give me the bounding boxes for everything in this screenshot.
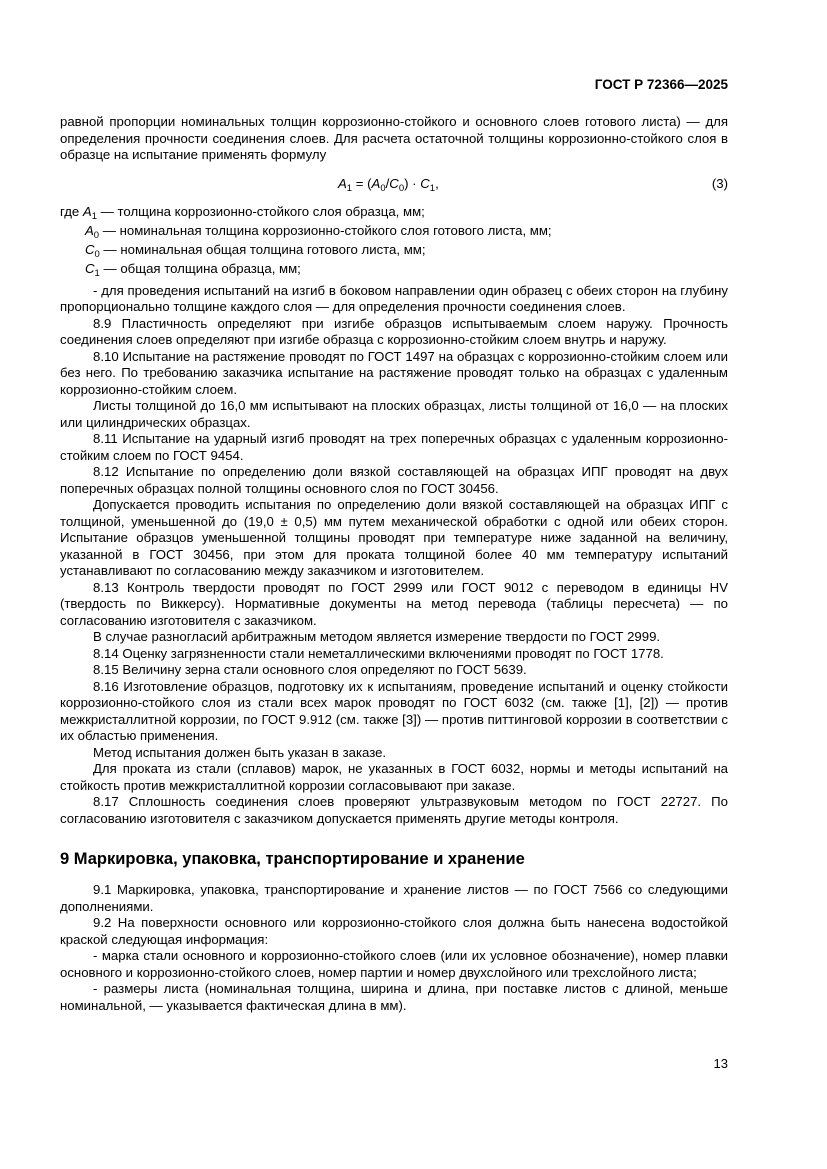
- paragraph-8-12: 8.12 Испытание по определению доли вязкой составляющей на образцах ИПГ проводят на двух поперечных образцах полной толщины основного слоя по ГОСТ 30456.: [60, 464, 728, 496]
- paragraph-8-13: 8.13 Контроль твердости проводят по ГОСТ 2999 или ГОСТ 9012 с переводом в единицы HV (твердость по Виккерсу). Нормативные документы на метод перевода (таблицы пересчета) — по согласованию изготовителя с заказчиком.: [60, 579, 728, 628]
- intro-paragraph: равной пропорции номинальных толщин коррозионно-стойкого и основного слоев готового листа) — для определения прочности соединения слоев. Для расчета остаточной толщины коррозионно-стойкого слоя в образце на испытание применять формулу: [60, 114, 728, 162]
- paragraph-8-16: 8.16 Изготовление образцов, подготовку их к испытаниям, проведение испытаний и оценку стойкости коррозионно-стойкого слоя из стали всех марок проводят по ГОСТ 6032 (см. также [1], [2]) — против межкристаллитной коррозии, по ГОСТ 9.912 (см. также [3]) — против питтинговой коррозии в соответствии с их областью применения.: [60, 678, 728, 743]
- section-9-heading: 9 Маркировка, упаковка, транспортирование и хранение: [60, 850, 525, 868]
- variable-definitions: [60, 202, 728, 278]
- paragraph-8-17: 8.17 Сплошность соединения слоев проверяют ультразвуковым методом по ГОСТ 22727. По согласованию изготовителя с заказчиком допускается применять другие методы контроля.: [60, 794, 728, 826]
- paragraph-8-16-method: Метод испытания должен быть указан в заказе.: [93, 744, 387, 760]
- page-body: [60, 114, 728, 1014]
- where-prefix: где: [60, 203, 83, 219]
- paragraph-8-9: 8.9 Пластичность определяют при изгибе образцов испытываемым слоем наружу. Прочность соединения слоев определяют при изгибе образца с коррозионно-стойким слоем внутрь и наружу.: [60, 315, 728, 347]
- definition-row: $A_0$ — номинальная толщина коррозионно-стойкого слоя готового листа, мм;: [85, 222, 552, 241]
- paragraph-9-2-dimensions: - размеры листа (номинальная толщина, ширина и длина, при поставке листов с длиной, меньше номинальной, — указывается фактическая длина в мм).: [60, 981, 728, 1013]
- paragraph-8-15: 8.15 Величину зерна стали основного слоя определяют по ГОСТ 5639.: [93, 662, 527, 677]
- formula-number: (3): [711, 175, 728, 191]
- paragraph-8-14: 8.14 Оценку загрязненности стали неметаллическими включениями проводят по ГОСТ 1778.: [93, 645, 664, 661]
- page-number: 13: [713, 1056, 728, 1071]
- paragraph-8-12-allowed: Допускается проводить испытания по определению доли вязкой составляющей на образцах ИПГ с толщиной, уменьшенной до (19,0 ± 0,5) мм путем механической обработки с одной или обеих сторон. Испытание образцов уменьшенной толщины проводят при температуре ниже заданной на величину, указанной в ГОСТ 30456, при этом для проката толщиной более 40 мм температуру испытаний устанавливают по согласованию между заказчиком и изготовителем.: [60, 497, 728, 578]
- paragraph-8-11: 8.11 Испытание на ударный изгиб проводят на трех поперечных образцах с удаленным коррозионно-стойким слоем по ГОСТ 9454.: [60, 431, 728, 463]
- paragraph-9-2-grade: - марка стали основного и коррозионно-стойкого слоев (или их условное обозначение), номер плавки основного и коррозионно-стойкого слоев, номер партии и номер двухслойного или трехслойного листа;: [60, 948, 728, 980]
- formula-3: [60, 170, 728, 198]
- paragraph-8-10: 8.10 Испытание на растяжение проводят по ГОСТ 1497 на образцах с коррозионно-стойким слоем или без него. По требованию заказчика испытание на растяжение проводят только на образцах с удаленным коррозионно-стойким слоем.: [60, 348, 728, 397]
- paragraph-8-16-other-grades: Для проката из стали (сплавов) марок, не указанных в ГОСТ 6032, нормы и методы испытаний на стойкость против межкристаллитной коррозии согласовывают при заказе.: [60, 761, 728, 793]
- paragraph-8-13-arbitrage: В случае разногласий арбитражным методом является измерение твердости по ГОСТ 2999.: [93, 629, 661, 644]
- definition-row: $C_1$ — общая толщина образца, мм;: [85, 260, 301, 279]
- definition-row: где $A_1$ — толщина коррозионно-стойкого слоя образца, мм;: [60, 203, 425, 222]
- definition-row: $C_0$ — номинальная общая толщина готового листа, мм;: [85, 241, 426, 260]
- paragraph-9-1: 9.1 Маркировка, упаковка, транспортирование и хранение листов — по ГОСТ 7566 со следующими дополнениями.: [60, 882, 728, 914]
- document-code-header: ГОСТ Р 72366—2025: [594, 77, 728, 92]
- paragraph-8-bend-side: - для проведения испытаний на изгиб в боковом направлении один образец с обеих сторон на глубину пропорционально толщине каждого слоя — для определения прочности соединения слоев.: [60, 282, 728, 314]
- formula-expression: $A_1 = (A_0/C_0) \cdot C_1$,: [338, 175, 439, 194]
- paragraph-9-2: 9.2 На поверхности основного или коррозионно-стойкого слоя должна быть нанесена водостойкой краской следующая информация:: [60, 915, 728, 947]
- paragraph-8-10-sheets: Листы толщиной до 16,0 мм испытывают на плоских образцах, листы толщиной от 16,0 — на плоских или цилиндрических образцах.: [60, 398, 728, 430]
